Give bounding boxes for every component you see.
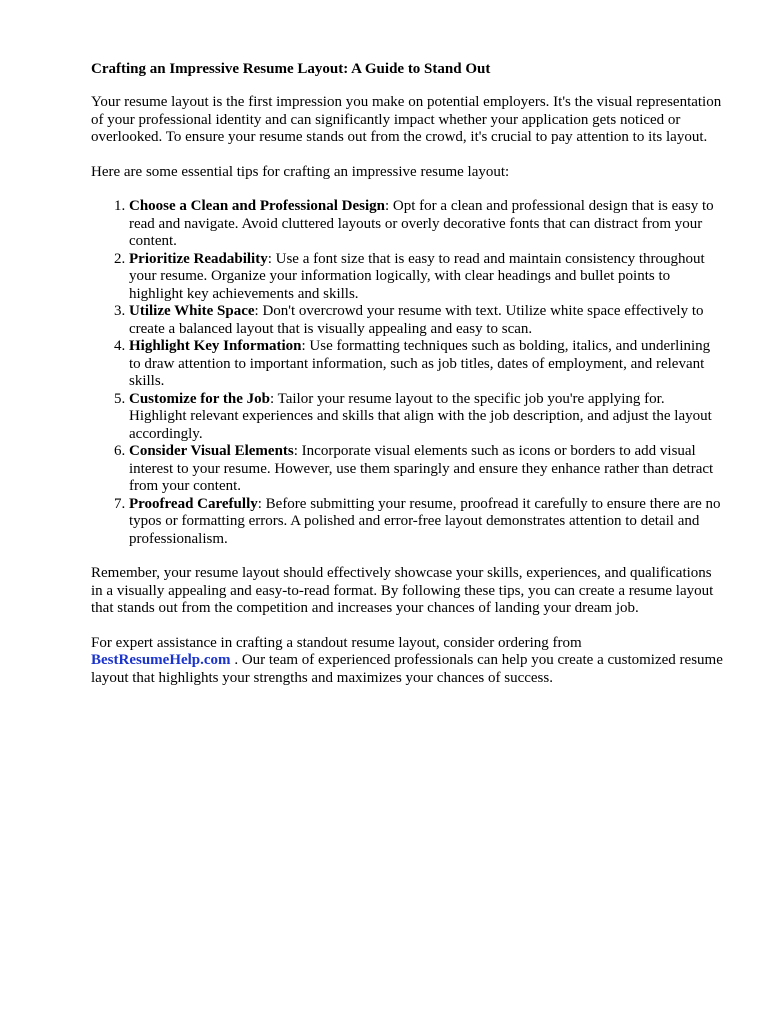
cta-text-before: For expert assistance in crafting a standout resume layout, consider ordering from: [91, 634, 582, 651]
tip-title: Prioritize Readability: [129, 250, 268, 267]
tip-text: : Tailor your resume layout to the specific job you're applying for. Highlight relevant experiences and skills that align with the job description, and adjust the layout accordingly.: [129, 390, 712, 442]
tips-intro-paragraph: Here are some essential tips for crafting an impressive resume layout:: [91, 163, 510, 180]
list-item: [129, 198, 723, 251]
list-item: [129, 391, 723, 444]
tip-text: : Before submitting your resume, proofread it carefully to ensure there are no typos or formatting errors. A polished and error-free layout demonstrates attention to detail and professionalism.: [129, 495, 721, 547]
tip-text: : Don't overcrowd your resume with text. Utilize white space effectively to create a balanced layout that is visually appealing and easy to scan.: [129, 303, 704, 337]
tip-title: Utilize White Space: [129, 303, 255, 319]
tip-text: : Opt for a clean and professional design that is easy to read and navigate. Avoid cluttered layouts or overly decorative fonts that can distract from your content.: [129, 198, 714, 249]
intro-paragraph: Your resume layout is the first impression you make on potential employers. It's the visual representation of your professional identity and can significantly impact whether your application gets noticed or overlooked. To ensure your resume stands out from the crowd, it's crucial to pay attention to its layout.: [91, 94, 722, 145]
cta-paragraph: [91, 635, 723, 688]
tip-title: Choose a Clean and Professional Design: [129, 198, 385, 214]
tips-list: [91, 198, 723, 548]
tip-text: : Use a font size that is easy to read and maintain consistency throughout your resume. Organize your information logically, with clear headings and bullet points to highlight key achievements and skills.: [129, 250, 705, 302]
document-page: [91, 60, 723, 704]
list-item: [129, 338, 723, 391]
tip-title: Consider Visual Elements: [129, 443, 294, 459]
list-item: [129, 303, 723, 338]
list-item: [129, 496, 723, 549]
list-item: [129, 443, 723, 496]
tip-title: Highlight Key Information: [129, 338, 302, 354]
tip-text: : Use formatting techniques such as bolding, italics, and underlining to draw attention to important information, such as job titles, dates of employment, and relevant skills.: [129, 338, 711, 389]
tip-text: : Incorporate visual elements such as icons or borders to add visual interest to your resume. However, use them sparingly and ensure they enhance rather than detract from your content.: [129, 443, 714, 494]
document-title: Crafting an Impressive Resume Layout: A Guide to Stand Out: [91, 61, 491, 77]
tip-title: Customize for the Job: [129, 390, 270, 407]
list-item: [129, 251, 723, 304]
best-resume-help-link[interactable]: BestResumeHelp.com: [91, 652, 231, 668]
conclusion-paragraph: Remember, your resume layout should effectively showcase your skills, experiences, and qualifications in a visually appealing and easy-to-read format. By following these tips, you can create a resume layout that stands out from the competition and increases your chances of landing your dream job.: [91, 565, 714, 616]
cta-text-after: . Our team of experienced professionals can help you create a customized resume layout that highlights your strengths and maximizes your chances of success.: [91, 652, 723, 686]
tip-title: Proofread Carefully: [129, 495, 258, 512]
